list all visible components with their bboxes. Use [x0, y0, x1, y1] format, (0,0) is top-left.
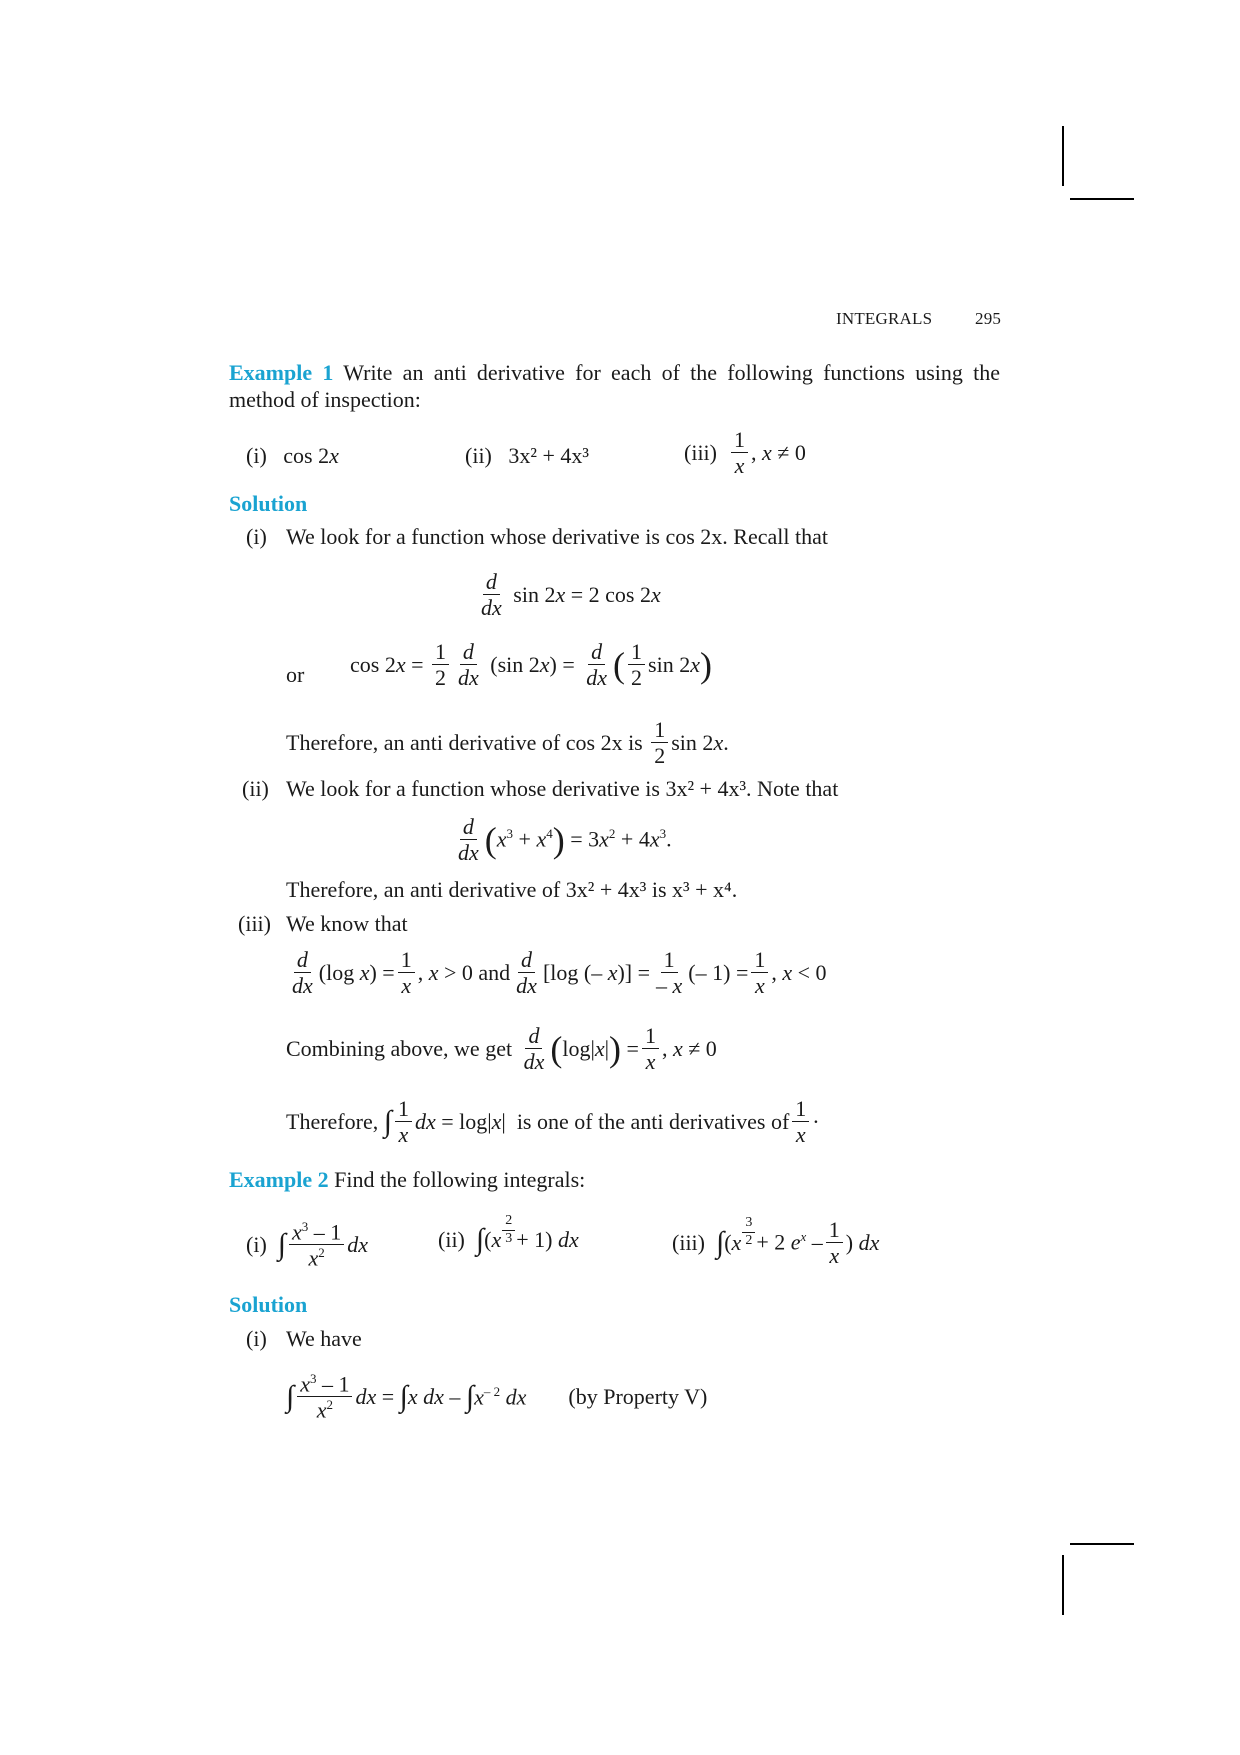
equation-solution2-i: ∫ $x^3 - 1$ $x^2$ dx = ∫ x dx – ∫ $x^{- 2}$ dx (by Property V) — [286, 1371, 708, 1423]
equation-combining: Combining above, we get d dx ( log|x| ) = $\frac{1}{x}$ , x ≠ 0 — [286, 1023, 717, 1075]
solution1-iii-label: (iii) — [238, 911, 271, 936]
equation-d-x3-x4: d dx ( $x^3 + x^4$ ) = $3x^2 + 4x^3$. — [458, 814, 672, 866]
and-word: and — [478, 959, 511, 985]
example2-text: Find the following integrals: — [334, 1167, 586, 1192]
example2-part-i: (i) ∫ $x^3 - 1$ $x^2$ dx — [246, 1219, 369, 1271]
running-title: INTEGRALS — [836, 309, 933, 328]
equation-cos2x: cos 2x = $\frac{1}{2}$ d dx (sin 2x) = $\frac{d}{dx}$ ( 1 2 sin 2x ) — [350, 639, 712, 691]
solution1-i-text: We look for a function whose derivative is cos 2x. Recall that — [286, 524, 828, 549]
crop-mark-bottom-horizontal — [1070, 1543, 1134, 1545]
solution2-i-label: (i) — [246, 1326, 267, 1351]
example1-part-ii: (ii) 3x² + 4x³ — [465, 443, 589, 468]
example1-statement — [229, 360, 1000, 386]
therefore-ii: Therefore, an anti derivative of 3x² + 4x³ is x³ + x⁴. — [286, 877, 738, 902]
solution2-label: Solution — [229, 1292, 308, 1317]
equation-therefore-iii: Therefore, ∫ 1 x dx = log|x| is one of the anti derivatives of 1 x · — [286, 1096, 820, 1148]
crop-mark-bottom-vertical — [1062, 1555, 1064, 1615]
solution1-iii-text: We know that — [286, 911, 408, 936]
solution1-ii-label: (ii) — [242, 776, 269, 801]
example1-text-line2: method of inspection: — [229, 387, 421, 412]
example2-statement — [229, 1167, 585, 1193]
equation-log-derivatives: d dx (log x) = $\frac{1}{x}$ , x > 0 and d dx [log (– x)] = $\frac{1}{- x}$ (– 1) = $\frac{1}{x}$ , x < 0 — [292, 947, 827, 999]
solution1-ii-text: We look for a function whose derivative is 3x² + 4x³. Note that — [286, 776, 839, 801]
solution1-label: Solution — [229, 491, 308, 516]
example2-label: Example 2 — [229, 1167, 329, 1192]
example1-part-iii: (iii) 1 x , x ≠ 0 — [684, 427, 806, 479]
or-word: or — [286, 662, 305, 687]
example1-label: Example 1 — [229, 360, 334, 385]
therefore-i: Therefore, an anti derivative of cos 2x is 1 2 sin 2x. — [286, 717, 729, 769]
solution1-i-label: (i) — [246, 524, 267, 549]
solution2-i-text: We have — [286, 1326, 362, 1351]
property-note: (by Property V) — [568, 1383, 708, 1409]
crop-mark-top-horizontal — [1070, 198, 1134, 200]
crop-mark-top-vertical — [1062, 126, 1064, 186]
equation-d-sin2x: d dx sin 2x = 2 cos 2x — [481, 569, 661, 621]
example1-text-line1: Write an anti derivative for each of the following functions using the — [343, 360, 1000, 385]
example2-part-ii: (ii) ∫ (x 2 3 + 1) dx — [438, 1212, 579, 1256]
example2-part-iii: (iii) ∫ (x 3 2 + 2 $e^x$ – 1 x ) dx — [672, 1215, 880, 1269]
fraction-1-over-x: 1 x — [731, 428, 748, 477]
page-number: 295 — [975, 309, 1002, 328]
example1-part-i: (i) cos 2x — [246, 443, 339, 468]
